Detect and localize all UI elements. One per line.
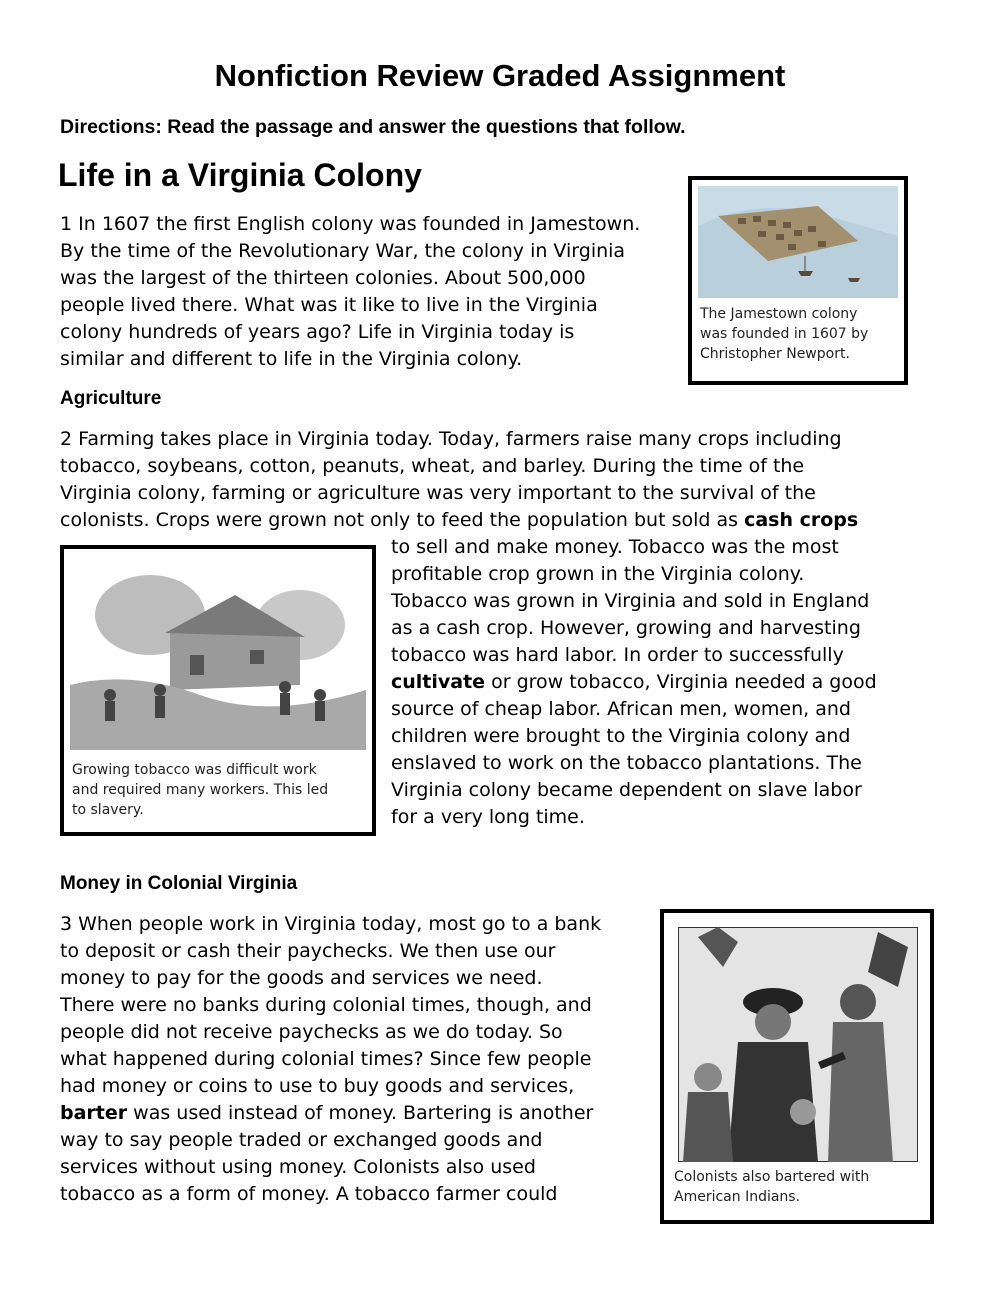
paragraph-line: for a very long time. [391, 806, 585, 828]
paragraph-line [60, 1100, 601, 1127]
caption-line: The Jamestown colony [700, 306, 858, 322]
paragraph-line: similar and different to life in the Virginia colony. [60, 348, 523, 370]
caption-line: was founded in 1607 by [700, 326, 869, 342]
paragraph-line: tobacco, soybeans, cotton, peanuts, wheat, and barley. During the time of the [60, 455, 805, 477]
paragraph-line: was the largest of the thirteen colonies. About 500,000 [60, 267, 586, 289]
paragraph-line: source of cheap labor. African men, women, and [391, 698, 851, 720]
paragraph-line: money to pay for the goods and services we need. [60, 967, 543, 989]
paragraph-line: Virginia colony became dependent on slave labor [391, 779, 862, 801]
paragraph-line: Tobacco was grown in Virginia and sold in England [391, 590, 870, 612]
paragraph-line: people did not receive paychecks as we do today. So [60, 1021, 563, 1043]
tobacco-caption [72, 760, 328, 820]
directions: Directions: Read the passage and answer the questions that follow. [60, 116, 686, 138]
barter-figure [660, 909, 934, 1224]
passage-heading: Life in a Virginia Colony [58, 157, 422, 193]
paragraph-line: children were brought to the Virginia colony and [391, 725, 851, 747]
paragraph-line: way to say people traded or exchanged goods and [60, 1129, 543, 1151]
page-title: Nonfiction Review Graded Assignment [214, 58, 786, 93]
paragraph-line: Virginia colony, farming or agriculture was very important to the survival of the [60, 482, 816, 504]
caption-line: American Indians. [674, 1189, 801, 1205]
caption-line: to slavery. [72, 802, 144, 818]
jamestown-caption [700, 304, 868, 364]
tobacco-figure [60, 545, 376, 836]
paragraph-line: profitable crop grown in the Virginia colony. [391, 563, 805, 585]
text-run: or grow tobacco, Virginia needed a good [485, 671, 877, 693]
paragraph-line: 3 When people work in Virginia today, most go to a bank [60, 913, 602, 935]
jamestown-figure [688, 176, 908, 385]
paragraph-1 [60, 211, 640, 373]
text-run: was used instead of money. Bartering is another [127, 1102, 594, 1124]
paragraph-line: what happened during colonial times? Since few people [60, 1048, 592, 1070]
paragraph-line: 2 Farming takes place in Virginia today. Today, farmers raise many crops including [60, 428, 842, 450]
caption-line: Christopher Newport. [700, 346, 850, 362]
paragraph-line: people lived there. What was it like to live in the Virginia [60, 294, 598, 316]
paragraph-line [60, 507, 858, 534]
paragraph-line [391, 669, 877, 696]
paragraph-2-top [60, 426, 858, 534]
paragraph-3 [60, 911, 601, 1208]
barter-caption [674, 1167, 869, 1207]
paragraph-line: By the time of the Revolutionary War, the colony in Virginia [60, 240, 626, 262]
paragraph-2-right [391, 534, 877, 831]
paragraph-line: colony hundreds of years ago? Life in Virginia today is [60, 321, 575, 343]
caption-line: and required many workers. This led [72, 782, 329, 798]
term-cultivate: cultivate [391, 671, 486, 693]
paragraph-line: enslaved to work on the tobacco plantations. The [391, 752, 862, 774]
barter-illustration [678, 927, 918, 1162]
caption-line: Growing tobacco was difficult work [72, 762, 317, 778]
text-run: colonists. Crops were grown not only to feed the population but sold as [60, 509, 745, 531]
term-cash-crops: cash crops [744, 509, 859, 531]
paragraph-line: to sell and make money. Tobacco was the most [391, 536, 839, 558]
paragraph-line: had money or coins to use to buy goods and services, [60, 1075, 575, 1097]
paragraph-line: 1 In 1607 the first English colony was founded in Jamestown. [60, 213, 641, 235]
paragraph-line: to deposit or cash their paychecks. We then use our [60, 940, 556, 962]
paragraph-line: There were no banks during colonial times, though, and [60, 994, 592, 1016]
paragraph-line: tobacco as a form of money. A tobacco farmer could [60, 1183, 558, 1205]
term-barter: barter [60, 1102, 128, 1124]
paragraph-line: as a cash crop. However, growing and harvesting [391, 617, 861, 639]
paragraph-line: services without using money. Colonists also used [60, 1156, 536, 1178]
paragraph-line: tobacco was hard labor. In order to successfully [391, 644, 844, 666]
money-subhead: Money in Colonial Virginia [60, 873, 298, 894]
caption-line: Colonists also bartered with [674, 1169, 870, 1185]
tobacco-illustration [70, 555, 366, 750]
agriculture-subhead: Agriculture [60, 388, 162, 409]
jamestown-illustration [698, 186, 898, 298]
